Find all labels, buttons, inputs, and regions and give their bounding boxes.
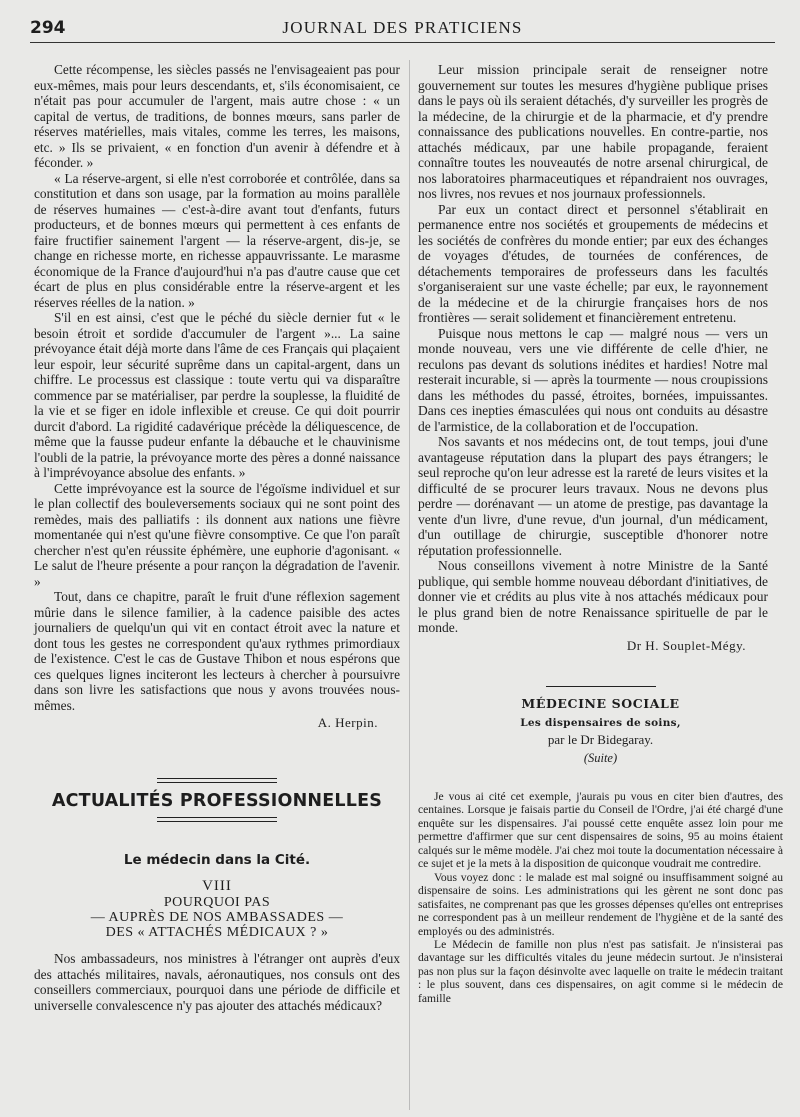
section-rule bbox=[546, 686, 656, 687]
paragraph: Cette imprévoyance est la source de l'égoïsme individuel et sur le plan collectif des bouleversements sociaux qui ne sont point des remèdes, mais des palliatifs : ils donnent aux nations une fièvre momentanée qui n'est qu'une fièvre consomptive. Ce que l'on paraît chercher n'est qu'en réussite éphémère, une euphorie d'agonisant. « Le salut de l'heure présente a pour rançon la dégradation de l'avenir. » bbox=[34, 480, 400, 589]
page-number: 294 bbox=[30, 18, 66, 38]
page-header bbox=[30, 18, 775, 44]
article-title-line: DES « ATTACHÉS MÉDICAUX ? » bbox=[105, 925, 329, 940]
article-author: par le Dr Bidegaray. bbox=[547, 732, 654, 747]
paragraph: Puisque nous mettons le cap — malgré nous — vers un monde nouveau, vers une vie différente de celle d'hier, ne reculons pas devant ds solutions inédites et hardies! Notre mal resterait incurable, si — après la tourmente — nous croupissions dans les méthodes du passé, étroites, bornées, impuissantes. Dans ces inepties émasculées qui nous ont conduits au désastre de l'armistice, de la collaboration et de l'occupation. bbox=[418, 325, 768, 434]
medecine-sociale-body bbox=[418, 790, 783, 1005]
right-column bbox=[418, 62, 768, 654]
paragraph: Leur mission principale serait de renseigner notre gouvernement sur toutes les mesures d'hygiène publique prises dans le pays où ils seraient détachés, d'y surveiller les progrès de la médecine, de la chirurgie et de la pharmacie, et d'y prendre connaissance des publications nouvelles. En contre-partie, nos attachés médicaux, par une habile propagande, feraient connaître toutes les nouveautés de notre arsenal chirurgical, de nos laboratoires pharmaceutiques et répandraient nos ouvrages, nos livres, nos revues et nos journaux professionnels. bbox=[418, 62, 768, 201]
actualites-body bbox=[34, 951, 400, 1013]
paragraph: « La réserve-argent, si elle n'est corroborée et contrôlée, dans sa constitution et dans son usage, par la formation au moins parallèle de réserves humaines — c'est-à-dire avant tout d'enfants, futurs producteurs, et de bonnes mœurs qui permettent à ces enfants de faire fructifier sainement l'argent — la réserve-argent, dis-je, se change en richesse morte, en richesse appauvrissante. Le marasme économique de la France d'aujourd'hui n'a pas d'autre cause que cet écart de plus en plus considérable entre la réserve-argent et les réserves réelles de la nation. » bbox=[34, 170, 400, 310]
paragraph: Tout, dans ce chapitre, paraît le fruit d'une réflexion sagement mûrie dans le silence familier, à la cadence paisible des actes journaliers de quelqu'un qui vit en contact étroit avec la nature et dont tous les gestes ne correspondent qu'aux rythmes primordiaux de l'existence. C'est le cas de Gustave Thibon et nous espérons que ces quelques lignes inciteront les lecteurs à chercher à poursuivre dans son livre les satisfactions que nous y avons trouvées nous-mêmes. bbox=[34, 589, 400, 713]
medecine-sociale-header bbox=[418, 686, 783, 766]
signature-herpin: A. Herpin. bbox=[317, 715, 378, 730]
paragraph: Par eux un contact direct et personnel s'établirait en permanence entre nos sociétés et groupements de médecins et les sociétés de confrères du monde entier; par eux des échanges de voyages d'études, de tournées de conférences, de détachements temporaires de professeurs dans les facultés s'organiseraient sur une vaste échelle; par eux, le rayonnement de la médecine et de la chirurgie françaises hors de nos frontières — serait solidement et financièrement entretenu. bbox=[418, 201, 768, 325]
header-rule bbox=[30, 42, 775, 43]
paragraph: Je vous ai cité cet exemple, j'aurais pu vous en citer bien d'autres, des centaines. Lorsque je faisais partie du Conseil de l'Ordre, j'ai été chargé d'une enquête sur les dispensaires. J'ai poussé cette enquête assez loin pour me permettre d'affirmer que sur cent dispensaires de soins, 95 au moins étaient calqués sur le même modèle. J'ai chez moi toute la documentation nécessaire à ce sujet et je la mets à la disposition de quiconque voudrait me contredire. bbox=[418, 790, 783, 871]
paragraph: Le Médecin de famille non plus n'est pas satisfait. Je n'insisterai pas davantage sur les difficultés vitales du jeune médecin surtout. Je n'insisterai pas non plus sur la façon désinvolte avec laquelle on traite le médecin traitant : le plus souvent, dans ces dispensaires, on agit comme si le médecin de famille bbox=[418, 937, 783, 1005]
article-title-line: — AUPRÈS DE NOS AMBASSADES — bbox=[90, 910, 344, 925]
section-title: MÉDECINE SOCIALE bbox=[521, 696, 680, 711]
actualites-section bbox=[34, 778, 400, 940]
article-title-line: POURQUOI PAS bbox=[163, 895, 271, 910]
section-rule bbox=[157, 778, 277, 783]
paragraph: S'il en est ainsi, c'est que le péché du siècle dernier fut « le besoin étroit et sordide d'accumuler de l'argent »... La saine prévoyance était déjà morte dans l'âme de ces Français qui plaçaient leur espoir, leur sécurité suprême dans un capital-argent, dans un chiffre. Le processus est classique : toute vertu qui va disparaître commence par se matérialiser, par perdre la souplesse, la fluidité de la vie et se figer en idole inflexible et creuse. Ce qui doit pourrir durcit d'abord. La rigidité cadavérique précède la déliquescence, de même que la fausse pudeur enfante la débauche et le chauvinisme l'oubli de la patrie, la prévoyance morte des pères a donné naissance à l'imprévoyance absolue des enfants. » bbox=[34, 310, 400, 480]
paragraph: Cette récompense, les siècles passés ne l'envisageaient pas pour eux-mêmes, mais pour leurs descendants, et, s'ils économisaient, ce n'était pas pour accumuler de l'argent, mais autre chose : « un capital de vertus, de traditions, de bonnes mœurs, sans parler de réserves matérielles, mais vitales, comme les terres, les maisons, etc. » Ils se privaient, « en fonction d'un avenir à défendre et à féconder. » bbox=[34, 62, 400, 170]
paragraph: Nous conseillons vivement à notre Ministre de la Santé publique, qui semble homme nouveau débordant d'initiatives, de donner vie et crédits au plus vite à nos attachés médicaux pour le plus grand bien de notre Renaissance spirituelle de par le monde. bbox=[418, 558, 768, 635]
paragraph: Nos savants et nos médecins ont, de tout temps, joui d'une avantageuse réputation dans la plupart des pays étrangers; le seul reproche qu'on leur adresse est la rareté de leurs visites et la difficulté de se procurer leurs travaux. Nous ne devons plus perdre — dorénavant — un atome de prestige, pas davantage la vente d'un livre, d'une revue, d'un journal, d'un médicament, d'un outillage de chirurgie, susceptible d'honorer notre réputation professionnelle. bbox=[418, 434, 768, 558]
signature-souplet-megy: Dr H. Souplet-Mégy. bbox=[626, 637, 746, 653]
article-subtitle: Les dispensaires de soins, bbox=[520, 717, 681, 729]
column-divider bbox=[409, 60, 410, 1110]
article-suite: (Suite) bbox=[583, 751, 618, 765]
section-rule bbox=[157, 817, 277, 822]
journal-title: JOURNAL DES PRATICIENS bbox=[282, 18, 523, 37]
article-number: VIII bbox=[202, 878, 232, 894]
article-subheading: Le médecin dans la Cité. bbox=[123, 852, 311, 868]
paragraph: Nos ambassadeurs, nos ministres à l'étranger ont auprès d'eux des attachés militaires, navals, aéronautiques, nos consuls ont des conseillers commerciaux, pourquoi dans une période de difficile et universelle convalescence n'y pas ajouter des attachés médicaux? bbox=[34, 951, 400, 1013]
section-title: ACTUALITÉS PROFESSIONNELLES bbox=[51, 791, 383, 811]
paragraph: Vous voyez donc : le malade est mal soigné ou insuffisamment soigné au dispensaire de soins. Les administrations qui les gèrent ne sont donc pas satisfaites, ne comprenant pas que les grosses dépenses qu'elles ont entreprises ne correspondent pas à un meilleur rendement de l'hygiène et de la santé des employés ou des administrés. bbox=[418, 870, 783, 938]
left-column bbox=[34, 62, 400, 731]
